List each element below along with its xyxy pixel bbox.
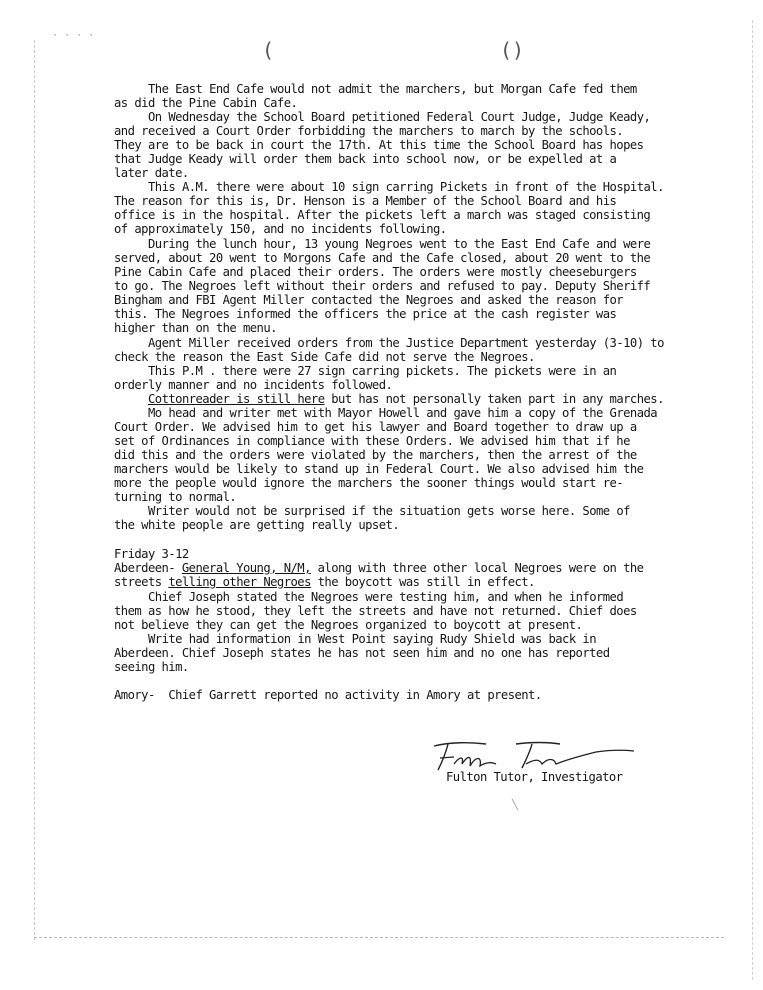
text-line: Pine Cabin Cafe and placed their orders. The orders were mostly cheeseburgers: [114, 265, 637, 279]
text-line: This A.M. there were about 10 sign carring Pickets in front of the Hospital.: [148, 180, 664, 194]
text-line: This P.M . there were 27 sign carring pickets. The pickets were in an: [148, 364, 617, 378]
text-line: [148, 392, 664, 406]
section-date: Friday 3-12: [114, 547, 189, 561]
text-line: set of Ordinances in compliance with these Orders. We advised him that if he: [114, 434, 630, 448]
text-line: check the reason the East Side Cafe did not serve the Negroes.: [114, 350, 535, 364]
underlined-text: telling other Negroes: [168, 575, 311, 589]
text-fragment: the boycott was still in effect.: [310, 575, 535, 589]
text-line: They are to be back in court the 17th. At this time the School Board has hopes: [114, 138, 644, 152]
text-line: [114, 561, 643, 575]
punch-hole-mark-right: (): [500, 38, 525, 62]
text-line: the white people are getting really upset.: [114, 518, 400, 532]
text-line: Writer would not be surprised if the situation gets worse here. Some of: [148, 504, 630, 518]
text-line: Chief Joseph stated the Negroes were testing him, and when he informed: [148, 590, 624, 604]
handwritten-signature: [420, 738, 640, 774]
text-line: office is in the hospital. After the pickets left a march was staged consisting: [114, 208, 651, 222]
text-line: of approximately 150, and no incidents following.: [114, 222, 447, 236]
text-fragment: but has not personally taken part in any marches.: [324, 392, 664, 406]
text-line: as did the Pine Cabin Cafe.: [114, 96, 298, 110]
text-line: The East End Cafe would not admit the marchers, but Morgan Cafe fed them: [148, 82, 637, 96]
text-line: Mo head and writer met with Mayor Howell and gave him a copy of the Grenada: [148, 406, 658, 420]
page-edge-left: [34, 40, 35, 940]
underlined-text: Cottonreader is still here: [148, 392, 325, 406]
text-line: and received a Court Order forbidding the marchers to march by the schools.: [114, 124, 624, 138]
text-line: more the people would ignore the marchers the sooner things would start re-: [114, 476, 624, 490]
punch-hole-mark-left: (: [262, 38, 275, 62]
text-fragment: streets: [114, 575, 169, 589]
text-line: turning to normal.: [114, 490, 237, 504]
underlined-name: General Young, N/M,: [181, 561, 311, 575]
text-line: did this and the orders were violated by the marchers, then the arrest of the: [114, 448, 637, 462]
place-label: Amory-: [114, 688, 155, 702]
page-edge-right: [752, 20, 753, 980]
page-edge-bottom: [34, 937, 724, 938]
signature-typed: Fulton Tutor, Investigator: [446, 770, 623, 784]
text-line: During the lunch hour, 13 young Negroes went to the East End Cafe and were: [148, 237, 651, 251]
text-line: Court Order. We advised him to get his lawyer and Board together to draw up a: [114, 420, 637, 434]
text-line: to go. The Negroes left without their orders and refused to pay. Deputy Sheriff: [114, 279, 651, 293]
text-line: this. The Negroes informed the officers the price at the cash register was: [114, 307, 617, 321]
text-line: The reason for this is, Dr. Henson is a Member of the School Board and his: [114, 194, 617, 208]
text-line: Agent Miller received orders from the Justice Department yesterday (3-10) to: [148, 336, 664, 350]
text-line: marchers would be likely to stand up in Federal Court. We also advised him the: [114, 462, 644, 476]
text-line: them as how he stood, they left the streets and have not returned. Chief does: [114, 604, 637, 618]
text-line: Bingham and FBI Agent Miller contacted the Negroes and asked the reason for: [114, 293, 624, 307]
text-line: not believe they can get the Negroes organized to boycott at present.: [114, 618, 583, 632]
text-line: [114, 688, 542, 702]
text-line: higher than on the menu.: [114, 321, 277, 335]
text-fragment: Chief Garrett reported no activity in Amory at present.: [168, 688, 542, 702]
text-line: Aberdeen. Chief Joseph states he has not seen him and no one has reported: [114, 646, 610, 660]
text-line: On Wednesday the School Board petitioned Federal Court Judge, Judge Keady,: [148, 110, 651, 124]
scan-speck: ╲: [512, 800, 519, 811]
text-line: served, about 20 went to Morgons Cafe and the Cafe closed, about 20 went to the: [114, 251, 651, 265]
scan-speck: · · · ·: [52, 30, 95, 41]
text-fragment: along with three other local Negroes were on the: [310, 561, 644, 575]
text-line: that Judge Keady will order them back into school now, or be expelled at a: [114, 152, 617, 166]
text-line: orderly manner and no incidents followed.: [114, 378, 393, 392]
text-line: later date.: [114, 166, 189, 180]
place-label: Aberdeen-: [114, 561, 176, 575]
text-line: seeing him.: [114, 660, 189, 674]
text-line: Write had information in West Point saying Rudy Shield was back in: [148, 632, 596, 646]
text-line: [114, 575, 535, 589]
